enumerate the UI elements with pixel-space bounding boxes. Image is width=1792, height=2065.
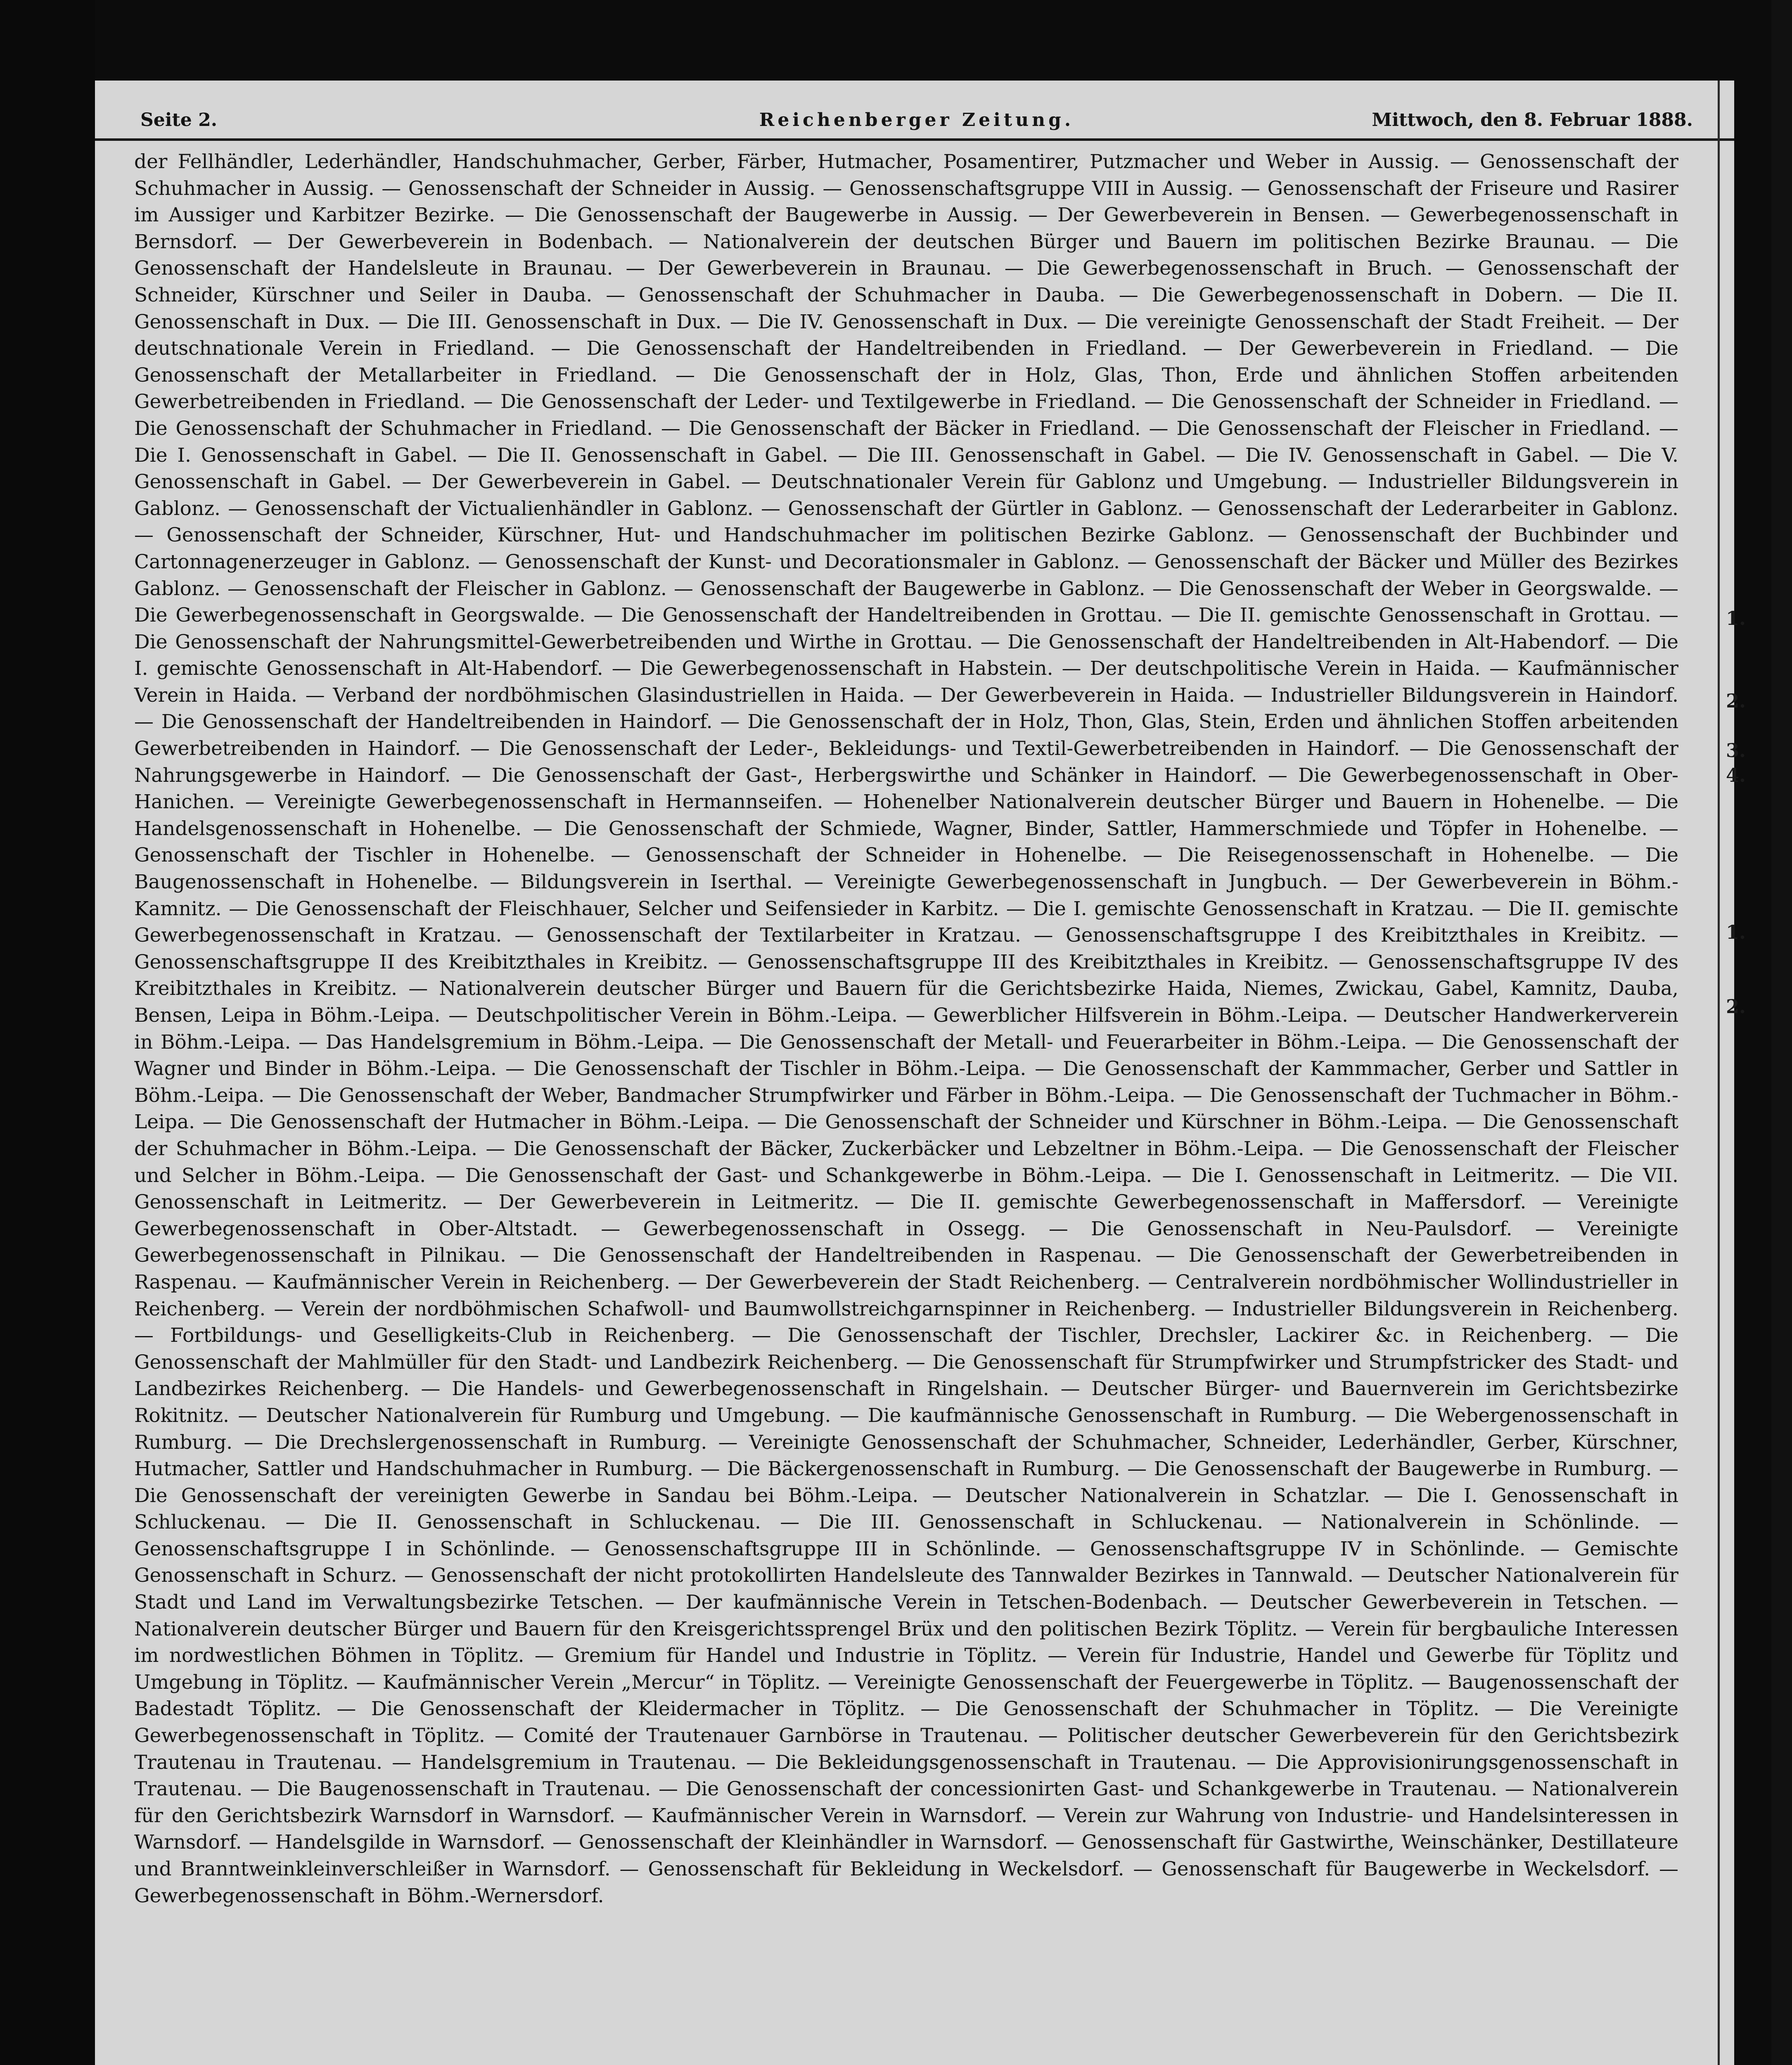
margin-mark: 3. (1726, 739, 1746, 762)
margin-mark: 1. (1726, 921, 1746, 943)
column-gutter (1718, 81, 1720, 2065)
article-body: der Fellhändler, Lederhändler, Handschuhmacher, Gerber, Färber, Hutmacher, Posamentirer, Putzmacher und Weber in Aussig. — Genossenschaft der Schuhmacher in Aussig. — Genossenschaft der Schneider in Aussig. — Genossenschaftsgruppe VIII in Aussig. — Genossenschaft der Friseure und Rasirer im Aussiger und Karbitzer Bezirke. — Die Genossenschaft der Baugewerbe in Aussig. — Der Gewerbeverein in Bensen. — Gewerbegenossenschaft in Bernsdorf. — Der Gewerbeverein in Bodenbach. — Nationalverein der deutschen Bürger und Bauern im politischen Bezirke Braunau. — Die Genossenschaft der Handelsleute in Braunau. — Der Gewerbeverein in Braunau. — Die Gewerbegenossenschaft in Bruch. — Genossenschaft der Schneider, Kürschner und Seiler in Dauba. — Genossenschaft der Schuhmacher in Dauba. — Die Gewerbegenossenschaft in Dobern. — Die II. Genossenschaft in Dux. — Die III. Genossenschaft in Dux. — Die IV. Genossenschaft in Dux. — Die vereinigte Genossenschaft der Stadt Freiheit. — Der deutschnationale Verein in Friedland. — Die Genossenschaft der Handeltreibenden in Friedland. — Der Gewerbeverein in Friedland. — Die Genossenschaft der Metallarbeiter in Friedland. — Die Genossenschaft der in Holz, Glas, Thon, Erde und ähnlichen Stoffen arbeitenden Gewerbetreibenden in Friedland. — Die Genossenschaft der Leder- und Textilgewerbe in Friedland. — Die Genossenschaft der Schneider in Friedland. — Die Genossenschaft der Schuhmacher in Friedland. — Die Genossenschaft der Bäcker in Friedland. — Die Genossenschaft der Fleischer in Friedland. — Die I. Genossenschaft in Gabel. — Die II. Genossenschaft in Gabel. — Die III. Genossenschaft in Gabel. — Die IV. Genossenschaft in Gabel. — Die V. Genossenschaft in Gabel. — Der Gewerbeverein in Gabel. — Deutschnationaler Verein für Gablonz und Umgebung. — Industrieller Bildungsverein in Gablonz. — Genossenschaft der Victualienhändler in Gablonz. — Genossenschaft der Gürtler in Gablonz. — Genossenschaft der Lederarbeiter in Gablonz. — Genossenschaft der Schneider, Kürschner, Hut- und Handschuhmacher im politischen Bezirke Gablonz. — Genossenschaft der Buchbinder und Cartonnagenerzeuger in Gablonz. — Genossenschaft der Kunst- und Decorationsmaler in Gablonz. — Genossenschaft der Bäcker und Müller des Bezirkes Gablonz. — Genossenschaft der Fleischer in Gablonz. — Genossenschaft der Baugewerbe in Gablonz. — Die Genossenschaft der Weber in Georgswalde. — Die Gewerbegenossenschaft in Georgswalde. — Die Genossenschaft der Handeltreibenden in Grottau. — Die II. gemischte Genossenschaft in Grottau. — Die Genossenschaft der Nahrungsmittel-Gewerbetreibenden und Wirthe in Grottau. — Die Genossenschaft der Handeltreibenden in Alt-Habendorf. — Die I. gemischte Genossenschaft in Alt-Habendorf. — Die Gewerbegenossenschaft in Habstein. — Der deutschpolitische Verein in Haida. — Kaufmännischer Verein in Haida. — Verband der nordböhmischen Glasindustriellen in Haida. — Der Gewerbeverein in Haida. — Industrieller Bildungsverein in Haindorf. — Die Genossenschaft der Handeltreibenden in Haindorf. — Die Genossenschaft der in Holz, Thon, Glas, Stein, Erden und ähnlichen Stoffen arbeitenden Gewerbetreibenden in Haindorf. — Die Genossenschaft der Leder-, Bekleidungs- und Textil-Gewerbetreibenden in Haindorf. — Die Genossenschaft der Nahrungsgewerbe in Haindorf. — Die Genossenschaft der Gast-, Herbergswirthe und Schänker in Haindorf. — Die Gewerbegenossenschaft in Ober-Hanichen. — Vereinigte Gewerbegenossenschaft in Hermannseifen. — Hohenelber Nationalverein deutscher Bürger und Bauern in Hohenelbe. — Die Handelsgenossenschaft in Hohenelbe. — Die Genossenschaft der Schmiede, Wagner, Binder, Sattler, Hammerschmiede und Töpfer in Hohenelbe. — Genossenschaft der Tischler in Hohenelbe. — Genossenschaft der Schneider in Hohenelbe. — Die Reisegenossenschaft in Hohenelbe. — Die Baugenossenschaft in Hohenelbe. — Bildungsverein in Iserthal. — Vereinigte Gewerbegenossenschaft in Jungbuch. — Der Gewerbeverein in Böhm.-Kamnitz. — Die Genossenschaft der Fleischhauer, Selcher und Seifensieder in Karbitz. — Die I. gemischte Genossenschaft in Kratzau. — Die II. gemischte Gewerbegenossenschaft in Kratzau. — Genossenschaft der Textilarbeiter in Kratzau. — Genossenschaftsgruppe I des Kreibitzthales in Kreibitz. — Genossenschaftsgruppe II des Kreibitzthales in Kreibitz. — Genossenschaftsgruppe III des Kreibitzthales in Kreibitz. — Genossenschaftsgruppe IV des Kreibitzthales in Kreibitz. — Nationalverein deutscher Bürger und Bauern für die Gerichtsbezirke Haida, Niemes, Zwickau, Gabel, Kamnitz, Dauba, Bensen, Leipa in Böhm.-Leipa. — Deutschpolitischer Verein in Böhm.-Leipa. — Gewerblicher Hilfsverein in Böhm.-Leipa. — Deutscher Handwerkerverein in Böhm.-Leipa. — Das Handelsgremium in Böhm.-Leipa. — Die Genossenschaft der Metall- und Feuerarbeiter in Böhm.-Leipa. — Die Genossenschaft der Wagner und Binder in Böhm.-Leipa. — Die Genossenschaft der Tischler in Böhm.-Leipa. — Die Genossenschaft der Kammmacher, Gerber und Sattler in Böhm.-Leipa. — Die Genossenschaft der Weber, Bandmacher Strumpfwirker und Färber in Böhm.-Leipa. — Die Genossenschaft der Tuchmacher in Böhm.-Leipa. — Die Genossenschaft der Hutmacher in Böhm.-Leipa. — Die Genossenschaft der Schneider und Kürschner in Böhm.-Leipa. — Die Genossenschaft der Schuhmacher in Böhm.-Leipa. — Die Genossenschaft der Bäcker, Zuckerbäcker und Lebzeltner in Böhm.-Leipa. — Die Genossenschaft der Fleischer und Selcher in Böhm.-Leipa. — Die Genossenschaft der Gast- und Schankgewerbe in Böhm.-Leipa. — Die I. Genossenschaft in Leitmeritz. — Die VII. Genossenschaft in Leitmeritz. — Der Gewerbeverein in Leitmeritz. — Die II. gemischte Gewerbegenossenschaft in Maffersdorf. — Vereinigte Gewerbegenossenschaft in Ober-Altstadt. — Gewerbegenossenschaft in Ossegg. — Die Genossenschaft in Neu-Paulsdorf. — Vereinigte Gewerbegenossenschaft in Pilnikau. — Die Genossenschaft der Handeltreibenden in Raspenau. — Die Genossenschaft der Gewerbetreibenden in Raspenau. — Kaufmännischer Verein in Reichenberg. — Der Gewerbeverein der Stadt Reichenberg. — Centralverein nordböhmischer Wollindustrieller in Reichenberg. — Verein der nordböhmischen Schafwoll- und Baumwollstreichgarnspinner in Reichenberg. — Industrieller Bildungsverein in Reichenberg. — Fortbildungs- und Geselligkeits-Club in Reichenberg. — Die Genossenschaft der Tischler, Drechsler, Lackirer &c. in Reichenberg. — Die Genossenschaft der Mahlmüller für den Stadt- und Landbezirk Reichenberg. — Die Genossenschaft für Strumpfwirker und Strumpfstricker des Stadt- und Landbezirkes Reichenberg. — Die Handels- und Gewerbegenossenschaft in Ringelshain. — Deutscher Bürger- und Bauernverein im Gerichtsbezirke Rokitnitz. — Deutscher Nationalverein für Rumburg und Umgebung. — Die kaufmännische Genossenschaft in Rumburg. — Die Webergenossenschaft in Rumburg. — Die Drechslergenossenschaft in Rumburg. — Vereinigte Genossenschaft der Schuhmacher, Schneider, Lederhändler, Gerber, Kürschner, Hutmacher, Sattler und Handschuhmacher in Rumburg. — Die Bäckergenossenschaft in Rumburg. — Die Genossenschaft der Baugewerbe in Rumburg. — Die Genossenschaft der vereinigten Gewerbe in Sandau bei Böhm.-Leipa. — Deutscher Nationalverein in Schatzlar. — Die I. Genossenschaft in Schluckenau. — Die II. Genossenschaft in Schluckenau. — Die III. Genossenschaft in Schluckenau. — Nationalverein in Schönlinde. — Genossenschaftsgruppe I in Schönlinde. — Genossenschaftsgruppe III in Schönlinde. — Genossenschaftsgruppe IV in Schönlinde. — Gemischte Genossenschaft in Schurz. — Genossenschaft der nicht protokollirten Handelsleute des Tannwalder Bezirkes in Tannwald. — Deutscher Nationalverein für Stadt und Land im Verwaltungsbezirke Tetschen. — Der kaufmännische Verein in Tetschen-Bodenbach. — Deutscher Gewerbeverein in Tetschen. — Nationalverein deutscher Bürger und Bauern für den Kreisgerichtssprengel Brüx und den politischen Bezirk Töplitz. — Verein für bergbauliche Interessen im nordwestlichen Böhmen in Töplitz. — Gremium für Handel und Industrie in Töplitz. — Verein für Industrie, Handel und Gewerbe für Töplitz und Umgebung in Töplitz. — Kaufmännischer Verein „Mercur“ in Töplitz. — Vereinigte Genossenschaft der Feuergewerbe in Töplitz. — Baugenossenschaft der Badestadt Töplitz. — Die Genossenschaft der Kleidermacher in Töplitz. — Die Genossenschaft der Schuhmacher in Töplitz. — Die Vereinigte Gewerbegenossenschaft in Töplitz. — Comité der Trautenauer Garnbörse in Trautenau. — Politischer deutscher Gewerbeverein für den Gerichtsbezirk Trautenau in Trautenau. — Handelsgremium in Trautenau. — Die Bekleidungsgenossenschaft in Trautenau. — Die Approvisionirungsgenossenschaft in Trautenau. — Die Baugenossenschaft in Trautenau. — Die Genossenschaft der concessionirten Gast- und Schankgewerbe in Trautenau. — Nationalverein für den Gerichtsbezirk Warnsdorf in Warnsdorf. — Kaufmännischer Verein in Warnsdorf. — Verein zur Wahrung von Industrie- und Handelsinteressen in Warnsdorf. — Handelsgilde in Warnsdorf. — Genossenschaft der Kleinhändler in Warnsdorf. — Genossenschaft für Gastwirthe, Weinschänker, Destillateure und Branntweinkleinverschleißer in Warnsdorf. — Genossenschaft für Bekleidung in Weckelsdorf. — Genossenschaft für Baugewerbe in Weckelsdorf. — Gewerbegenossenschaft in Böhm.-Wernersdorf. (134, 150, 1678, 1907)
scan-border-right (1771, 0, 1792, 2065)
margin-mark: 1. (1726, 607, 1746, 629)
scan-border-left (0, 0, 95, 2065)
header-rule (95, 138, 1734, 141)
adjacent-page-sliver (1722, 83, 1771, 2065)
issue-date: Mittwoch, den 8. Februar 1888. (1372, 109, 1693, 131)
newspaper-title: Reichenberger Zeitung. (759, 109, 1074, 131)
margin-mark: 4. (1726, 764, 1746, 786)
page-number: Seite 2. (140, 109, 218, 131)
page-header (140, 105, 1693, 142)
margin-mark: 2. (1726, 690, 1746, 712)
newspaper-page (95, 81, 1734, 2065)
margin-mark: 2. (1726, 995, 1746, 1018)
